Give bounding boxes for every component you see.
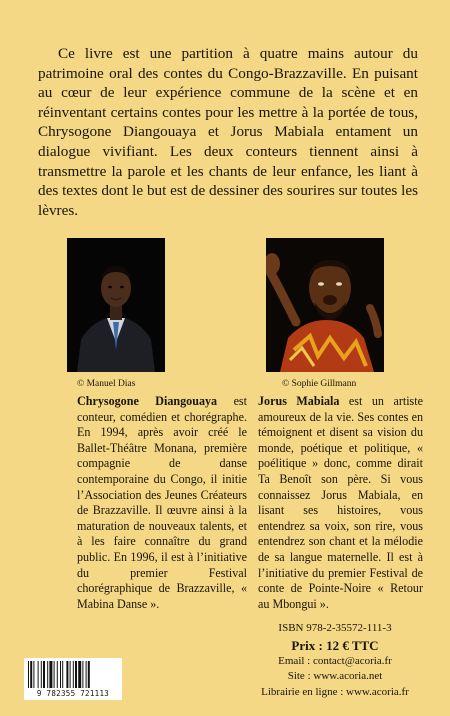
intro-paragraph: Ce livre est une partition à quatre mains autour du patrimoine oral des contes du Congo-Brazzaville. En puisant au cœur de leur expérience commune de la scène et en réinventant certains contes pour les mettre à la portée de tous, Chrysogone Diangouaya et Jorus Mabiala entament un dialogue vivifiant. Les deux conteurs tiennent ainsi à transmettre la parole et les chants de leur enfance, les liant à des textes dont le but est de dessiner des sourires sur toutes les lèvres. (38, 45, 418, 219)
online-shop: Librairie en ligne : www.acoria.fr (261, 685, 409, 698)
author-name-left: Chrysogone Diangouaya (77, 394, 218, 408)
photo-credit-right: © Sophie Gillmann (282, 379, 357, 389)
storyteller-photo (266, 238, 384, 372)
man-in-suit-photo (67, 238, 165, 372)
email: Email : contact@acoria.fr (278, 654, 392, 667)
barcode-bars (27, 661, 119, 688)
photo-credit-left: © Manuel Dias (77, 379, 136, 389)
website: Site : www.acoria.net (287, 670, 383, 683)
author-bio-text-right: est un artiste amoureux de la vie. Ses contes en témoignent et disent sa vision du monde, poétique et politique, « poélitique » donc, comme dirait Ta Benoît son père. Si vous connaissez Jorus Mabiala, en lisant ses histoires, vous entendrez sa voix, son rire, vous entendrez son chant et la mélodie de sa langue maternelle. Il est à l’initiative du premier Festival de conte de Pointe-Noire « Retour au Mbongui ». (258, 394, 423, 611)
author-name-right: Jorus Mabiala (258, 394, 340, 408)
isbn-barcode (24, 658, 122, 700)
author-photo-right (266, 238, 384, 372)
publisher-info (250, 621, 420, 700)
barcode-digits: 9 782355 721113 (36, 689, 110, 698)
isbn: ISBN 978-2-35572-111-3 (278, 622, 392, 634)
author-photo-left (67, 238, 165, 372)
author-bio-right (258, 394, 423, 612)
author-bio-left (77, 394, 247, 612)
author-bio-text-left: est conteur, comédien et chorégraphe. En 1994, après avoir créé le Ballet-Théâtre Monana, première compagnie de danse contemporaine du Congo, il initie l’Association des Jeunes Créateurs de Brazzaville. Il œuvre ainsi à la maturation de nouveaux talents, et à les faire connaître du grand public. En 1996, il est à l’initiative du premier Festival chorégraphique de Brazzaville, « Mabina Danse ». (77, 394, 247, 611)
price: Prix : 12 € TTC (291, 637, 379, 653)
